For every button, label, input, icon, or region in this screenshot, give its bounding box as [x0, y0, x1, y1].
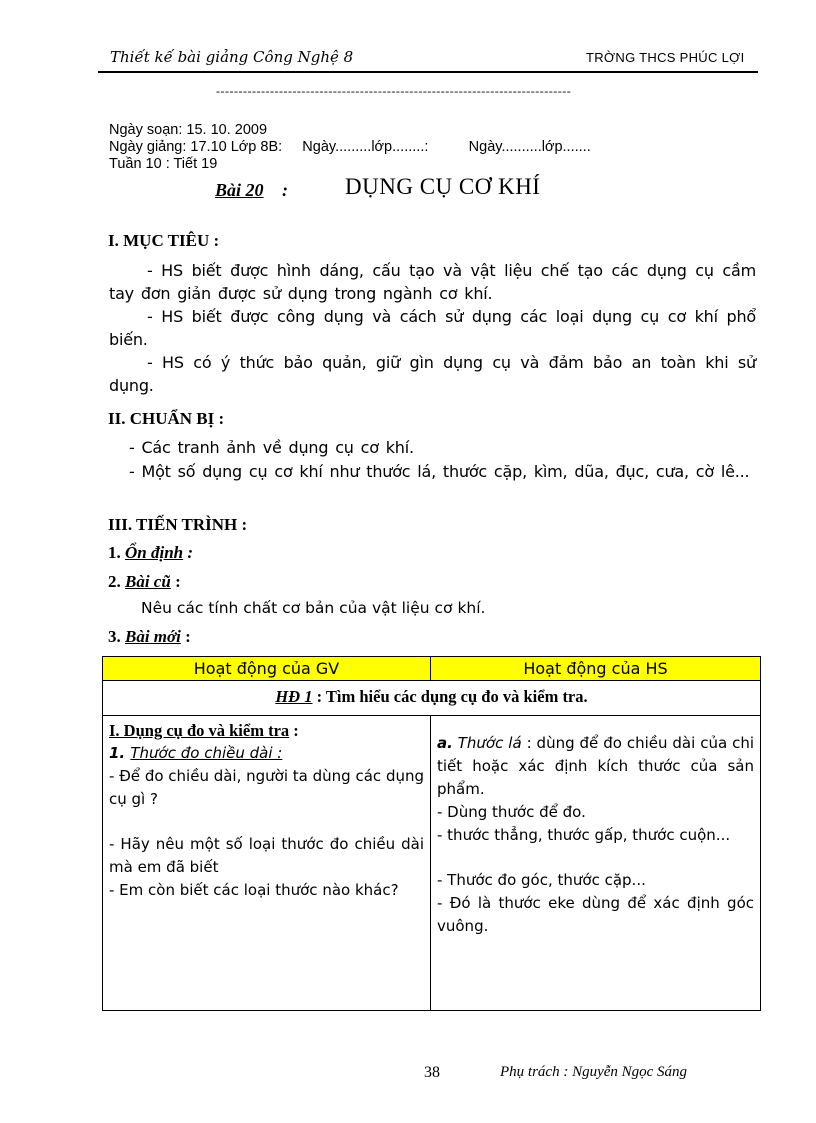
header-title: Thiết kế bài giảng Công Nghệ 8: [110, 48, 354, 66]
step-2-text: Nêu các tính chất cơ bản của vật liệu cơ khí.: [141, 599, 486, 617]
step-3-colon: :: [180, 627, 191, 646]
step-1-colon: :: [183, 543, 194, 562]
student-column: [431, 716, 761, 1011]
activity-title-cell: [103, 681, 761, 716]
date-prepared: Ngày soạn: 15. 10. 2009: [109, 122, 268, 138]
gv-sub-label: Thước đo chiều dài :: [130, 744, 283, 762]
table-header-row: [103, 657, 761, 681]
gv-question-1: - Để đo chiều dài, người ta dùng các dụng cụ gì ?: [109, 767, 424, 808]
gv-heading-text: I. Dụng cụ đo và kiểm tra: [109, 721, 290, 740]
activity-description: : Tìm hiểu các dụng cụ đo và kiểm tra.: [312, 687, 588, 706]
header-divider: [98, 71, 758, 73]
hs-a-label: a.: [437, 734, 453, 752]
hs-response-1: - Dùng thước để đo.: [437, 803, 586, 821]
footer-author: Phụ trách : Nguyễn Ngọc Sáng: [500, 1064, 688, 1080]
objective-2: - HS biết được công dụng và cách sử dụng các loại dụng cụ cơ khí phổ biến.: [109, 307, 756, 349]
gv-question-3: - Em còn biết các loại thước nào khác?: [109, 881, 399, 899]
gv-subheading: [109, 742, 424, 765]
header-school: TRỜNG THCS PHÚC LỢI: [586, 50, 745, 65]
step-1: [108, 543, 193, 563]
gv-heading: [109, 720, 424, 742]
preparation-2: - Một số dụng cụ cơ khí như thước lá, thước cặp, kìm, dũa, đục, cưa, cờ lê...: [129, 462, 750, 481]
step-1-number: 1.: [108, 543, 125, 562]
activity-content-row: [103, 716, 761, 1011]
hs-a-text: : dùng để đo chiều dài của chi tiết hoặc xác định kích thước của sản phẩm.: [437, 734, 754, 798]
gv-question-2: - Hãy nêu một số loại thước đo chiều dài mà em đã biết: [109, 835, 424, 876]
dashed-separator: -------------------------------------------------------------------------------: [216, 84, 572, 98]
step-2-number: 2.: [108, 572, 125, 591]
header-student-activity: Hoạt động của HS: [431, 657, 761, 681]
step-3-label: Bài mới: [125, 627, 181, 646]
hs-response-2: - thước thẳng, thước gấp, thước cuộn...: [437, 826, 731, 844]
objective-3: - HS có ý thức bảo quản, giữ gìn dụng cụ và đảm bảo an toàn khi sử dụng.: [109, 353, 756, 395]
gv-sub-number: 1.: [109, 744, 131, 762]
activity-title-row: [103, 681, 761, 716]
step-2: [108, 572, 181, 592]
hs-answer-a: [437, 732, 754, 801]
section-objectives-heading: I. MỤC TIÊU :: [108, 231, 220, 250]
lesson-title: DỤNG CỤ CƠ KHÍ: [345, 174, 541, 199]
step-2-colon: :: [170, 572, 181, 591]
page-number: 38: [424, 1064, 440, 1081]
teacher-column: [103, 716, 431, 1011]
lesson-colon: :: [282, 180, 288, 200]
objective-1: - HS biết được hình dáng, cấu tạo và vật liệu chế tạo các dụng cụ cầm tay đơn giản được sử dụng trong ngành cơ khí.: [109, 261, 756, 303]
week-period: Tuần 10 : Tiết 19: [109, 156, 218, 172]
step-1-label: Ổn định: [125, 543, 184, 562]
step-3: [108, 627, 191, 647]
section-preparation-heading: II. CHUẨN BỊ :: [108, 409, 225, 428]
date-teaching: Ngày giảng: 17.10 Lớp 8B: Ngày.........lớp........: Ngày..........lớp.......: [109, 139, 591, 155]
hs-response-4: - Đó là thước eke dùng để xác định góc vuông.: [437, 894, 754, 935]
lesson-number: Bài 20: [215, 180, 264, 200]
activity-table: [102, 656, 761, 1011]
step-3-number: 3.: [108, 627, 125, 646]
hs-a-term: Thước lá: [452, 734, 522, 752]
gv-heading-colon: :: [289, 721, 299, 740]
step-2-label: Bài cũ: [125, 572, 171, 591]
preparation-1: - Các tranh ảnh về dụng cụ cơ khí.: [129, 438, 414, 457]
header-teacher-activity: Hoạt động của GV: [103, 657, 431, 681]
hs-response-3: - Thước đo góc, thước cặp...: [437, 871, 646, 889]
section-process-heading: III. TIẾN TRÌNH :: [108, 515, 248, 534]
activity-label: HĐ 1: [275, 687, 313, 706]
